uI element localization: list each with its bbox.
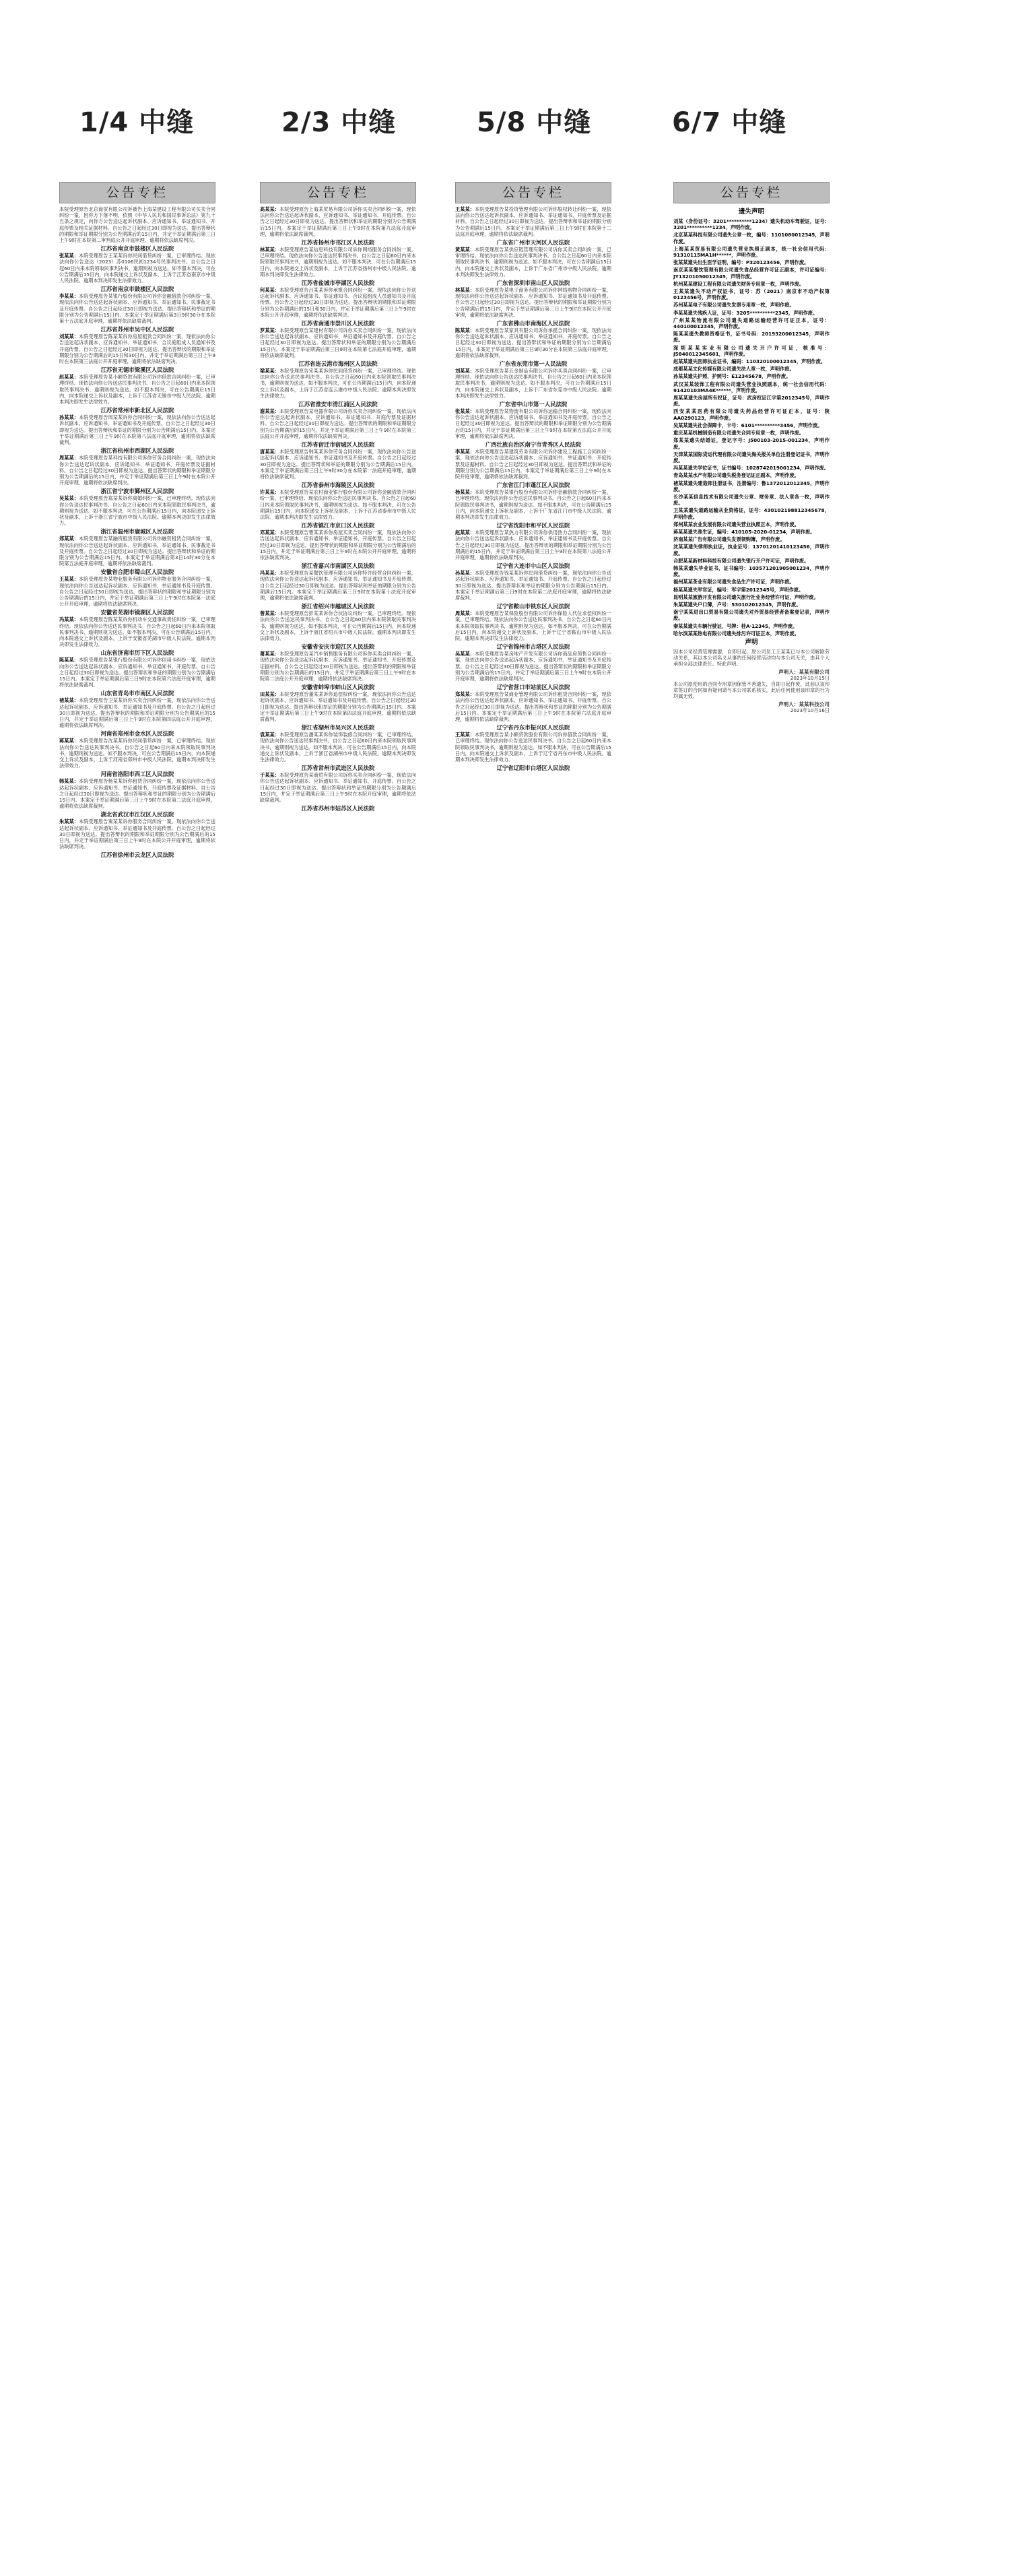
- lost-notice-item: 福州某某茶业有限公司遗失食品生产许可证，声明作废。: [673, 579, 795, 585]
- notice-text: 本院受理原告某家具有限公司诉你承揽合同纠纷一案，现依法向你公告送达起诉状副本、应诉通知书、举证通知书、开庭传票。自公告之日起经过30日即视为送达。提出答辩状和举证的期限分别为公告期满后15日内。本案定于举证期满后第三日9时30分在本院第三法庭开庭审理，逾期将依法缺席裁判。: [455, 327, 611, 358]
- court-notice: [455, 408, 611, 439]
- lost-notice-item: 蒋某某遗失准生证，编号：410105-2020-01234，声明作废。: [673, 528, 815, 535]
- lost-notice-item: 沈某某遗失律师执业证，执业证号：13701201410123456，声明作废。: [673, 544, 830, 556]
- court-notice: [455, 651, 611, 682]
- court-name: 江苏省连云港市海州区人民法院: [298, 360, 378, 368]
- lost-notice-item: 杨某某遗失军官证，编号：军字第2012345号，声明作废。: [673, 586, 804, 593]
- notice-party: 王某某：: [455, 732, 475, 738]
- column-body: [59, 203, 215, 2537]
- court-notice: [260, 408, 416, 439]
- court-name: 辽宁省丹东市振兴区人民法院: [496, 724, 570, 732]
- court-name: 江苏省南通市崇川区人民法院: [301, 320, 375, 327]
- court-name: 辽宁省沈阳市和平区人民法院: [496, 522, 570, 529]
- lost-notice-item: 北京某某科技有限公司遗失公章一枚，编号：1101080012345，声明作废。: [673, 232, 830, 245]
- court-name: 安徽省合肥市蜀山区人民法院: [100, 569, 174, 576]
- court-name: 湖北省武汉市江汉区人民法院: [100, 811, 174, 818]
- court-notice: [260, 570, 416, 601]
- column-body: [260, 203, 416, 2537]
- court-name: 广东省东莞市第一人民法院: [499, 360, 568, 368]
- court-name: 江苏省南京市鼓楼区人民法院: [100, 286, 174, 293]
- notice-text: 本院受理原告某小额贷款股份有限公司诉你借款合同纠纷一案，已审理终结。现依法向你公告送达民事判决书。自公告之日起60日内来本院领取民事判决书，逾期则视为送达。如不服本判决，可在公告期满后15日内，向本院递交上诉状及副本，上诉于辽宁省丹东市中级人民法院。逾期本判决即发生法律效力。: [455, 732, 611, 763]
- notice-party: 陈某某：: [455, 327, 475, 334]
- court-notice: [455, 449, 611, 480]
- lost-notice-item: 孙某某遗失护照，护照号：E12345678，声明作废。: [673, 373, 791, 380]
- column-header: 公告专栏: [59, 182, 215, 203]
- column-header: 公告专栏: [455, 182, 611, 203]
- notice-text: 本院受理原告某热力有限公司诉你供用热力合同纠纷一案，现依法向你公告送达起诉状副本、应诉通知书、举证通知书及开庭传票。自公告之日起经过30日即视为送达。提出答辩状的期限和举证期限分别为公告期满后的15日内，并定于举证期满后第三日上午9时在本院第八法庭公开开庭审理，逾期将依法缺席判决。: [455, 529, 611, 560]
- court-name: 江苏省苏州市吴中区人民法院: [100, 326, 174, 333]
- lost-notice-item: 苏州某某电子有限公司遗失发票专用章一枚，声明作废。: [673, 302, 795, 309]
- court-name: 广东省深圳市南山区人民法院: [496, 280, 570, 287]
- notice-party: 张某某：: [455, 408, 475, 415]
- notice-party: 李某某：: [455, 449, 475, 455]
- notice-party: 赵某某：: [59, 374, 79, 381]
- notice-text: 本院受理原告秦某某诉你服务合同纠纷一案，现依法向你公告送达起诉状副本、应诉通知书、举证通知书及开庭传票。自公告之日起经过30日即视为送达。提出答辩状的期限和举证期限分别为公告期满后的15日内，并定于举证期满后第三日上午9时在本院公开开庭审理，逾期将依法缺席判决。: [59, 818, 215, 850]
- notice-party: 韩某某：: [59, 778, 79, 785]
- court-notice: [59, 495, 215, 526]
- court-name: 安徽省蚌埠市蚌山区人民法院: [301, 684, 375, 691]
- court-notice: [59, 374, 215, 405]
- statement-signer: 声明人：某某科技公司: [778, 701, 830, 707]
- court-notice: [59, 536, 215, 567]
- lost-notice-item: 成都某某文化传媒有限公司遗失法人章一枚，声明作废。: [673, 366, 795, 373]
- notice-party: 梁某某：: [260, 368, 280, 375]
- notice-party: 杨某某：: [455, 489, 475, 496]
- court-name: 辽宁省鞍山市铁东区人民法院: [496, 603, 570, 610]
- notice-party: 谢某某：: [260, 408, 280, 415]
- notice-party: 罗某某：: [260, 327, 280, 334]
- lost-notice-item: 韩某某遗失毕业证书，证书编号：103571201905001234，声明作废。: [673, 565, 830, 578]
- court-notice: [59, 697, 215, 728]
- court-name: 浙江省杭州市西湖区人民法院: [100, 447, 174, 455]
- notice-text: 本院受理原告韩某某诉你劳务合同纠纷一案，现依法向你公告送达起诉状副本、应诉通知书、举证通知书及开庭传票。自公告之日起经过30日即视为送达。提出答辩状和举证的期限分别为公告期满后15日内。本案定于举证期满后第三日上午9时30分在本院第一法庭开庭审理，逾期将依法缺席裁判。: [260, 449, 416, 480]
- court-notice: [59, 818, 215, 849]
- lost-notice-item: 济南某某广告有限公司遗失发票领购簿，声明作废。: [673, 536, 785, 543]
- column-header: 公告专栏: [260, 182, 416, 203]
- court-notice: [260, 651, 416, 682]
- lost-notice-item: 赵某某遗失医师执业证书，编码：110320100012345，声明作废。: [673, 358, 826, 365]
- notice-text: 本院受理原告某房地产开发有限公司诉你商品房预售合同纠纷一案，现依法向你公告送达起诉状副本、应诉通知书、举证通知书及开庭传票。自公告之日起经过30日即视为送达。提出答辩状的期限和举证期限分别为公告期满后的15日内，并定于举证期满后第三日上午9时在本院公开开庭审理，逾期将依法缺席判决。: [455, 651, 611, 682]
- notice-text: 本院受理原告王某某诉你民间借贷纠纷一案，已审理终结。现依法向你公告送达（2023）苏0106民初1234号民事判决书。自公告之日起60日内来本院领取民事判决书，逾期则视为送达。如不服本判决，可在公告期满后15日内，向本院递交上诉状及副本，上诉于江苏省南京市中级人民法院。逾期本判决即发生法律效力。: [59, 253, 215, 284]
- notice-party: 王某某：: [455, 206, 475, 212]
- court-name: 辽宁省辽阳市白塔区人民法院: [496, 765, 570, 772]
- notice-text: 本院受理原告周某某诉你合同纠纷一案，现依法向你公告送达起诉状副本、应诉通知书、举证通知书及开庭传票。自公告之日起经过30日即视为送达。提出答辩状和举证的期限分别为公告期满后15日内。本案定于举证期满后第三日上午9时在本院第八法庭开庭审理，逾期将依法缺席裁判。: [59, 414, 215, 446]
- lost-notice-item: 合肥某某新材料科技有限公司遗失银行开户许可证，声明作废。: [673, 557, 809, 564]
- lost-notice-item: 青岛某某水产有限公司遗失税务登记证正副本，声明作废。: [673, 472, 799, 479]
- notice-text: 本院受理原告上海某贸易有限公司诉你买卖合同纠纷一案，现依法向你公告送达起诉状副本、应诉通知书、举证通知书、开庭传票。自公告之日起经过30日即视为送达。提出答辩状和举证的期限分别为公告期满后15日内。本案定于举证期满后第三日上午9时在本院第九法庭开庭审理，逾期将依法缺席裁判。: [260, 206, 416, 237]
- court-notice: [260, 247, 416, 278]
- court-notice: [59, 293, 215, 324]
- statement-date: 2023年10月16日: [790, 707, 830, 713]
- court-notice: [260, 489, 416, 520]
- notice-text: 本院受理原告宋某某诉你民间借贷纠纷一案，已审理终结。现依法向你公告送达民事判决书。自公告之日起60日内来本院领取民事判决书，逾期则视为送达。如不服本判决，可在公告期满后15日内，向本院递交上诉状及副本，上诉于江苏省连云港市中级人民法院。逾期本判决即发生法律效力。: [260, 368, 416, 399]
- lost-notice-item: 褚某某遗失建造师注册证书，注册编号：鲁1372012012345，声明作废。: [673, 480, 830, 492]
- lost-notice-list: [673, 218, 830, 637]
- court-name: 浙江省宁波市鄞州区人民法院: [100, 488, 174, 495]
- court-notice: [59, 738, 215, 769]
- notice-party: 郑某某：: [455, 691, 475, 698]
- notice-party: 张某某：: [59, 253, 79, 259]
- court-notice: [455, 529, 611, 560]
- court-name: 浙江省绍兴市越城区人民法院: [301, 603, 375, 610]
- court-name: 江苏省南京市鼓楼区人民法院: [100, 245, 174, 253]
- notice-text: 本院受理原告沈某某诉你民间借贷纠纷一案，已审理终结。现依法向你公告送达民事判决书。自公告之日起60日内来本院领取民事判决书，逾期则视为送达。如不服本判决，可在公告期满后15日内，向本院递交上诉状及副本，上诉于河南省郑州市中级人民法院。逾期本判决即发生法律效力。: [59, 738, 215, 769]
- court-notice: [260, 368, 416, 399]
- lost-notice-item: 刘某（身份证号：3201**********1234）遗失机动车驾驶证，证号：3201**********1234，声明作废。: [673, 218, 830, 231]
- notice-party: 孙某某：: [59, 414, 79, 421]
- notice-text: 本院受理原告彭某某诉你合伙协议纠纷一案，已审理终结。现依法向你公告送达民事判决书。自公告之日起60日内来本院领取民事判决书，逾期则视为送达。如不服本判决，可在公告期满后15日内，向本院递交上诉状及副本，上诉于浙江省绍兴市中级人民法院。逾期本判决即发生法律效力。: [260, 610, 416, 641]
- notice-text: 本院受理原告潘某某诉你装饰装修合同纠纷一案，已审理终结。现依法向你公告送达民事判决书。自公告之日起60日内来本院领取民事判决书，逾期则视为送达。如不服本判决，可在公告期满后15日内，向本院递交上诉状及副本，上诉于浙江省湖州市中级人民法院。逾期本判决即发生法律效力。: [260, 732, 416, 763]
- court-name: 辽宁省营口市站前区人民法院: [496, 684, 570, 691]
- court-name: 安徽省芜湖市镜湖区人民法院: [100, 609, 174, 616]
- court-notice: [455, 206, 611, 237]
- notice-party: 唐某某：: [260, 449, 280, 455]
- lost-notice-item: 王某某遗失不动产权证书，证号：苏（2021）南京市不动产权第0123456号，声明作废。: [673, 288, 830, 301]
- court-notice: [260, 610, 416, 641]
- court-notice: [260, 529, 416, 560]
- notice-party: 刘某某：: [455, 368, 475, 375]
- lost-notice-item: 张某某遗失出生医学证明，编号：P320123456，声明作废。: [673, 259, 809, 266]
- notice-party: 许某某：: [260, 489, 280, 496]
- notice-text: 本院受理原告某电器有限公司诉你买卖合同纠纷一案，现依法向你公告送达起诉状副本、应诉通知书、举证通知书、开庭传票及证据材料。自公告之日起经过30日即视为送达。提出答辩状的期限和举证期限分别为公告期满后的15日内，并定于举证期满后第三日上午9时在本院第三法庭公开开庭审理，逾期将依法缺席判决。: [260, 408, 416, 439]
- court-notice: [455, 327, 611, 358]
- court-notice: [59, 778, 215, 809]
- notice-text: 本院受理原告某科技有限公司诉你劳务合同纠纷一案，现依法向你公告送达起诉状副本、应诉通知书、举证通知书、开庭传票及证据材料。自公告之日起经过30日即视为送达。提出答辩状的期限和举证期限分别为公告期满后的15日内，并定于举证期满后第三日上午9时在本院公开开庭审理，逾期将依法缺席判决。: [59, 455, 215, 486]
- lost-notice-item: 南京某某餐饮管理有限公司遗失食品经营许可证正副本，许可证编号：JY13201050012345，声明作废。: [673, 267, 830, 280]
- notice-party: 冯某某：: [260, 570, 280, 577]
- notice-text: 本院受理原告曹某某诉你房屋买卖合同纠纷一案，现依法向你公告送达起诉状副本、应诉通知书、举证通知书、开庭传票。自公告之日起经过30日即视为送达。提出答辩状的期限和举证期限分别为公告期满后的15日内，并定于举证期满后第三日上午9时在本院公开开庭审理，逾期将依法缺席判决。: [260, 529, 416, 560]
- notice-party: 林某某：: [455, 287, 475, 294]
- notice-text: 本院受理原告郑某某诉你离婚纠纷一案，已审理终结。现依法向你公告送达民事判决书。自公告之日起60日内来本院领取民事判决书，逾期则视为送达。如不服本判决，可在公告期满后15日内，向本院递交上诉状及副本，上诉于浙江省宁波市中级人民法院。逾期本判决即发生法律效力。: [59, 495, 215, 527]
- column-label-3: 5/8 中缝: [477, 107, 592, 138]
- notice-party: 周某某：: [455, 610, 475, 617]
- court-notice: [59, 206, 215, 243]
- court-name: 江苏省苏州市姑苏区人民法院: [301, 805, 375, 812]
- notice-text: 本院受理原告北京商贸有限公司诉被告上海某建设工程有限公司买卖合同纠纷一案，因你方下落不明，依照《中华人民共和国民事诉讼法》第九十五条之规定，向你方公告送达起诉状副本、应诉通知书、举证通知书、开庭传票及相关证据材料。自公告之日起经过30日即视为送达。提出答辩状的期限和举证期限分别为公告期满后的15日内，并定于举证期满后第三日上午9时在本院第二审判庭公开开庭审理，逾期将依法缺席判决。: [59, 206, 215, 244]
- lost-notice-item: 上海某某贸易有限公司遗失营业执照正副本，统一社会信用代码：91310115MA1H******，声明作废。: [673, 245, 830, 259]
- notice-party: 王某某：: [59, 576, 79, 583]
- lost-notice-item: 周某某遗失房屋所有权证，证号：武房权证江字第2012345号，声明作废。: [673, 395, 830, 408]
- lost-notice-item: 卫某某遗失道路运输从业资格证，证号：430102198812345678，声明作废。: [673, 507, 830, 520]
- court-name: 江苏省盐城市亭湖区人民法院: [301, 280, 375, 287]
- court-notice: [260, 206, 416, 237]
- lost-notice-item: 西安某某医药有限公司遗失药品经营许可证正本，证号：陕AA0290123，声明作废。: [673, 408, 830, 421]
- notice-text: 本院受理原告某物流有限公司诉你运输合同纠纷一案，现依法向你公告送达起诉状副本、应诉通知书、举证通知书及开庭传票。自公告之日起经过30日即视为送达。提出答辩状的期限和举证期限分别为公告期满后的15日内，并定于举证期满后第三日上午9时在本院第五法庭公开开庭审理，逾期将依法缺席判决。: [455, 408, 611, 439]
- column-label-4: 6/7 中缝: [672, 107, 787, 138]
- court-name: 江苏省泰州市海陵区人民法院: [301, 482, 375, 489]
- notice-party: 高某某：: [260, 206, 280, 212]
- notice-party: 蒋某某：: [59, 738, 79, 744]
- notice-party: 黄某某：: [455, 247, 475, 253]
- lost-notice-item: 冯某某遗失学位证书，证书编号：1028742019001234，声明作废。: [673, 465, 829, 472]
- statement-text: 本公司原使用的合同专用章因保管不善遗失，自即日起作废，此前以该印章签订的合同如有疑问请与本公司联系核实，此后任何使用该印章的行为均属无效。: [673, 681, 830, 700]
- notice-text: 本院受理原告吕某某诉你承揽合同纠纷一案，现依法向你公告送达起诉状副本、应诉通知书、举证通知书、合议庭组成人员通知书及开庭传票。自公告之日起经过30日即视为送达。提出答辩状的期限和举证期限分别为公告期满后的15日和30日内，并定于举证期满后第三日上午9时在本院公开开庭审理，逾期将依法缺席判决。: [260, 287, 416, 318]
- court-notice: [455, 247, 611, 278]
- court-name: 辽宁省锦州市古塔区人民法院: [496, 643, 570, 651]
- lost-notice-item: 深圳某某实业有限公司遗失开户许可证，核准号：J5840012345601，声明作废。: [673, 344, 830, 357]
- notice-text: 本院受理原告某银行股份有限公司诉你金融借款合同纠纷一案，已审理终结。现依法向你公告送达民事判决书。自公告之日起60日内来本院领取民事判决书，逾期则视为送达。如不服本判决，可在公告期满后15日内，向本院递交上诉状及副本，上诉于广东省江门市中级人民法院。逾期本判决即发生法律效力。: [455, 489, 611, 520]
- notice-party: 冯某某：: [59, 616, 79, 623]
- lost-notice-item: 重庆某某机械制造有限公司遗失合同专用章一枚，声明作废。: [673, 430, 805, 437]
- notice-text: 本院受理原告某物业服务有限公司诉你物业服务合同纠纷一案，现依法向你公告送达起诉状副本、应诉通知书、举证通知书及开庭传票。自公告之日起经过30日即视为送达。提出答辩状的期限和举证期限分别为公告期满后的15日内，并定于举证期满后第三日上午9时在本院第一法庭公开开庭审理，逾期将依法缺席判决。: [59, 576, 215, 608]
- notice-party: 袁某某：: [260, 732, 280, 738]
- lost-notice-item: 昆明某某旅游开发有限公司遗失旅行社业务经营许可证，声明作废。: [673, 593, 819, 600]
- notice-party: 曾某某：: [260, 610, 280, 617]
- court-notice: [260, 327, 416, 358]
- lost-notice-item: 杭州某某建设工程有限公司遗失财务专用章一枚，声明作废。: [673, 280, 805, 287]
- notice-party: 郑某某：: [59, 536, 79, 542]
- court-notice: [59, 455, 215, 486]
- court-name: 河南省洛阳市西工区人民法院: [100, 771, 174, 778]
- court-notice: [455, 287, 611, 318]
- notice-text: 本院受理原告陈某某诉你机动车交通事故责任纠纷一案，已审理终结。现依法向你公告送达民事判决书。自公告之日起60日内来本院领取民事判决书，逾期则视为送达。如不服本判决，可在公告期满后15日内，向本院递交上诉状及副本，上诉于安徽省芜湖市中级人民法院。逾期本判决即发生法律效力。: [59, 616, 215, 648]
- notice-party: 林某某：: [260, 247, 280, 253]
- notice-party: 孙某某：: [455, 570, 475, 577]
- notice-text: 本院受理原告董某某诉你追偿权纠纷一案，现依法向你公告送达起诉状副本、应诉通知书、举证通知书及开庭传票。自公告之日起经过30日即视为送达。提出答辩状和举证的期限分别为公告期满后15日内。本案定于举证期满后第三日上午9时在本院第四法庭开庭审理，逾期将依法缺席裁判。: [260, 691, 416, 722]
- court-name: 江苏省宿迁市宿城区人民法院: [301, 441, 375, 449]
- court-notice: [455, 368, 611, 399]
- notice-column-1: [59, 182, 215, 2537]
- lost-notice-item: 武汉某某装饰工程有限公司遗失营业执照副本，统一社会信用代码：91420103MA4K******，声明作废。: [673, 381, 830, 393]
- notice-party: 刘某某：: [59, 333, 79, 340]
- lost-notice-item: 秦某某遗失车辆行驶证，号牌：桂A·12345，声明作废。: [673, 622, 798, 629]
- lost-notice-item: 郑州某某农业发展有限公司遗失营业执照正本，声明作废。: [673, 521, 799, 527]
- court-notice: [59, 253, 215, 284]
- court-notice: [455, 610, 611, 641]
- notice-column-3: [455, 182, 611, 2537]
- court-notice: [59, 333, 215, 364]
- notice-text: 本院受理原告某银行股份有限公司诉你信用卡纠纷一案，现依法向你公告送达起诉状副本、应诉通知书、举证通知书、开庭传票。自公告之日起经过30日即视为送达。提出答辩状和举证的期限分别为公告期满后15日内。本案定于举证期满后第三日9时在本院第六法庭开庭审理，逾期将依法缺席裁判。: [59, 657, 215, 688]
- column-label-2: 2/3 中缝: [281, 107, 397, 138]
- court-name: 江苏省镇江市京口区人民法院: [301, 522, 375, 529]
- court-name: 广东省佛山市南海区人民法院: [496, 320, 570, 327]
- notice-text: 本院受理原告某投资管理有限公司诉你股权转让纠纷一案，现依法向你公告送达起诉状副本、应诉通知书、举证通知书、开庭传票及证据材料。自公告之日起经过30日即视为送达。提出答辩状和举证的期限分别为公告期满后15日内。本案定于举证期满后第三日上午9时在本院第十二法庭开庭审理，逾期将依法缺席裁判。: [455, 206, 611, 237]
- notice-text: 本院受理原告某餐饮管理有限公司诉你特许经营合同纠纷一案，现依法向你公告送达起诉状副本、应诉通知书、举证通知书及开庭传票。自公告之日起经过30日即视为送达。提出答辩状和举证的期限分别为公告期满后15日内。本案定于举证期满后第三日9时在本院第十法庭开庭审理，逾期将依法缺席裁判。: [260, 570, 416, 601]
- court-name: 山东省济南市历下区人民法院: [100, 649, 174, 657]
- lost-notice-item: 哈尔滨某某热电有限公司遗失排污许可证正本，声明作废。: [673, 630, 799, 637]
- notice-text: 本院受理原告某供应链管理有限公司诉你买卖合同纠纷一案，已审理终结。现依法向你公告送达民事判决书。自公告之日起60日内来本院领取民事判决书，逾期则视为送达。如不服本判决，可在公告期满后15日内，向本院递交上诉状及副本，上诉于广东省广州市中级人民法院。逾期本判决即发生法律效力。: [455, 247, 611, 278]
- lost-notice-item: 天津某某国际货运代理有限公司遗失海关报关单位注册登记证书，声明作废。: [673, 451, 830, 463]
- court-notice: [455, 489, 611, 520]
- notice-text: 本院受理原告钱某某诉你民间借贷纠纷一案，现依法向你公告送达起诉状副本、应诉通知书、举证通知书、开庭传票。自公告之日起经过30日即视为送达。提出答辩状和举证的期限分别为公告期满后15日内。本案定于举证期满后第三日9时在本院第二法庭开庭审理，逾期将依法缺席裁判。: [455, 570, 611, 601]
- lost-notice-item: 南宁某某进出口贸易有限公司遗失对外贸易经营者备案登记表，声明作废。: [673, 609, 830, 622]
- lost-notice-item: 长沙某某信息技术有限公司遗失公章、财务章、法人章各一枚，声明作废。: [673, 493, 830, 507]
- court-name: 江苏省常州市武进区人民法院: [301, 765, 375, 772]
- lost-notice-item: 广州某某物流有限公司遗失道路运输经营许可证正本，证号：440100012345，声明作废。: [673, 317, 830, 330]
- court-notice: [59, 616, 215, 647]
- notice-text: 本院受理原告卫某某诉你买卖合同纠纷一案，现依法向你公告送达起诉状副本、应诉通知书、举证通知书及开庭传票。自公告之日起经过30日即视为送达。提出答辩状的期限和举证期限分别为公告期满后的15日内，并定于举证期满后第三日上午9时在本院第四法庭公开开庭审理，逾期将依法缺席判决。: [59, 697, 215, 729]
- notice-party: 朱某某：: [59, 818, 79, 825]
- court-name: 江苏省无锡市梁溪区人民法院: [100, 366, 174, 374]
- court-name: 广西壮族自治区南宁市青秀区人民法院: [485, 441, 582, 449]
- column-body: [455, 203, 611, 2537]
- notice-party: 褚某某：: [59, 697, 79, 704]
- notice-text: 本院受理原告某信息科技有限公司诉你网络服务合同纠纷一案，已审理终结。现依法向你公告送达民事判决书。自公告之日起60日内来本院领取民事判决书，逾期则视为送达。如不服本判决，可在公告期满后15日内，向本院递交上诉状及副本，上诉于江苏省扬州市中级人民法院。逾期本判决即发生法律效力。: [260, 247, 416, 278]
- court-name: 辽宁省大连市中山区人民法院: [496, 562, 570, 570]
- court-notice: [260, 691, 416, 722]
- court-name: 浙江省温州市鹿城区人民法院: [100, 528, 174, 536]
- notice-text: 本院受理原告某商贸有限公司诉你买卖合同纠纷一案，现依法向你公告送达起诉状副本、应诉通知书、举证通知书、开庭传票。自公告之日起经过30日即视为送达。提出答辩状和举证的期限分别为公告期满后15日内，并定于举证期满后第三日上午9时在本院开庭审理，逾期将依法缺席裁判。: [260, 772, 416, 804]
- court-notice: [260, 732, 416, 763]
- notice-text: 本院受理原告某汽车销售服务有限公司诉你买卖合同纠纷一案，现依法向你公告送达起诉状副本、应诉通知书、举证通知书、开庭传票及证据材料。自公告之日起经过30日即视为送达。提出答辩状的期限和举证期限分别为公告期满后的15日内，并定于举证期满后第三日上午9时在本院第二法庭公开开庭审理，逾期将依法缺席判决。: [260, 651, 416, 682]
- notice-party: 于某某：: [260, 772, 280, 779]
- court-notice: [260, 287, 416, 318]
- court-name: 广东省中山市第一人民法院: [499, 401, 568, 408]
- court-name: 江苏省常州市新北区人民法院: [100, 407, 174, 414]
- lost-notice-item: 陈某某遗失教师资格证书，证书号码：20193200012345，声明作废。: [673, 331, 830, 344]
- notice-party: 吴某某：: [59, 495, 79, 502]
- notice-column-2: [260, 182, 416, 2537]
- statement-signer: 声明人：某某有限公司: [778, 668, 830, 675]
- lost-notice-item: 郑某某遗失结婚证，登记字号：J500103-2015-001234，声明作废。: [673, 437, 830, 450]
- notice-text: 本院受理原告某建筑劳务有限公司诉你建设工程施工合同纠纷一案，现依法向你公告送达起诉状副本、应诉通知书、举证通知书、开庭传票及证据材料。自公告之日起经过30日即视为送达。提出答辩状和举证的期限分别为公告期满后15日内。本案定于举证期满后第三日上午9时在本院开庭审理，逾期将依法缺席裁判。: [455, 449, 611, 480]
- court-name: 浙江省嘉兴市南湖区人民法院: [301, 562, 375, 570]
- lost-notice-item: 李某某遗失残疾人证，证号：3205**********2345，声明作废。: [673, 309, 818, 316]
- notice-party: 陈某某：: [59, 657, 79, 664]
- court-name: 安徽省安庆市迎江区人民法院: [301, 643, 375, 651]
- notice-column-4: [673, 182, 830, 2537]
- notice-party: 萧某某：: [260, 651, 280, 657]
- notice-text: 本院受理原告某小额贷款有限公司诉你借款合同纠纷一案，已审理终结。现依法向你公告送达民事判决书。自公告之日起60日内来本院领取民事判决书，逾期则视为送达。如不服本判决，可在公告期满后15日内，向本院递交上诉状及副本，上诉于江苏省无锡市中级人民法院。逾期本判决即发生法律效力。: [59, 374, 215, 406]
- notice-text: 本院受理原告某融资租赁有限公司诉你融资租赁合同纠纷一案，现依法向你公告送达起诉状副本、应诉通知书、举证通知书、民事裁定书及开庭传票。自公告之日起经过30日即视为送达。提出答辩状和举证的期限分别为公告期满后15日内。本案定于举证期满后第3日14时30分在本院第五法庭开庭审理，逾期将依法缺席裁判。: [59, 536, 215, 567]
- court-notice: [59, 657, 215, 688]
- court-name: 山东省青岛市市南区人民法院: [100, 690, 174, 697]
- lost-notice-item: 朱某某遗失户口簿，户号：530102012345，声明作废。: [673, 601, 801, 608]
- column-header: 公告专栏: [673, 182, 830, 203]
- statement-title: 声明: [745, 638, 758, 646]
- notice-party: 何某某：: [260, 287, 280, 294]
- notice-party: 田某某：: [260, 691, 280, 698]
- notice-text: 本院受理原告某建材有限公司诉你买卖合同纠纷一案，现依法向你公告送达起诉状副本、应诉通知书、举证通知书及开庭传票。自公告之日起经过30日即视为送达。提出答辩状和举证的期限分别为公告期满后15日内。本案定于举证期满后第三日9时在本院第七法庭开庭审理，逾期将依法缺席裁判。: [260, 327, 416, 358]
- court-name: 广东省广州市天河区人民法院: [496, 239, 570, 247]
- court-name: 江苏省徐州市云龙区人民法院: [100, 851, 174, 859]
- column-label-1: 1/4 中缝: [79, 107, 195, 138]
- court-notice: [455, 732, 611, 763]
- statement-date: 2023年10月15日: [790, 674, 830, 681]
- notice-text: 本院受理原告某银行股份有限公司诉你金融借款合同纠纷一案，现依法向你公告送达起诉状副本、应诉通知书、举证通知书、民事裁定书及开庭传票。自公告之日起经过30日即视为送达。提出答辩状和举证的期限分别为公告期满后15日内。本案定于举证期满后第3日9时30分在本院第十五法庭开庭审理，逾期将依法缺席裁判。: [59, 293, 215, 325]
- notice-text: 本院受理原告杨某某诉你租赁合同纠纷一案，现依法向你公告送达起诉状副本、应诉通知书、举证通知书、开庭传票及证据材料。自公告之日起经过30日即视为送达。提出答辩状和举证的期限分别为公告期满后15日内。本案定于举证期满后第三日上午9时在本院第二法庭开庭审理，逾期将依法缺席裁判。: [59, 778, 215, 810]
- court-notice: [59, 576, 215, 607]
- notice-text: 本院受理原告某农村商业银行股份有限公司诉你金融借款合同纠纷一案，已审理终结。现依法向你公告送达民事判决书。自公告之日起60日内来本院领取民事判决书，逾期则视为送达。如不服本判决，可在公告期满后15日内，向本院递交上诉状及副本，上诉于江苏省泰州市中级人民法院。逾期本判决即发生法律效力。: [260, 489, 416, 520]
- notice-party: 邓某某：: [260, 529, 280, 536]
- court-name: 河南省郑州市金水区人民法院: [100, 730, 174, 738]
- notice-party: 赵某某：: [455, 529, 475, 536]
- court-notice: [260, 449, 416, 480]
- notice-text: 本院受理原告某电子商务有限公司诉你网络购物合同纠纷一案，现依法向你公告送达起诉状副本、应诉通知书、举证通知书及开庭传票。自公告之日起经过30日即视为送达。提出答辩状的期限和举证期限分别为公告期满后的15日内，并定于举证期满后第三日上午9时在本院公开开庭审理，逾期将依法缺席判决。: [455, 287, 611, 318]
- notice-text: 本院受理原告陈某某诉你房屋租赁合同纠纷一案，现依法向你公告送达起诉状副本、应诉通知书、举证通知书、合议庭组成人员通知书及开庭传票。自公告之日起经过30日即视为送达。提出答辩状的期限和举证期限分别为公告期满后的15日和30日内，并定于举证期满后第三日上午9时在本院第三法庭公开开庭审理，逾期将依法缺席判决。: [59, 333, 215, 365]
- notice-text: 本院受理原告某五金制品有限公司诉你买卖合同纠纷一案，已审理终结。现依法向你公告送达民事判决书。自公告之日起60日内来本院领取民事判决书，逾期则视为送达。如不服本判决，可在公告期满后15日内，向本院递交上诉状及副本，上诉于广东省东莞市中级人民法院。逾期本判决即发生法律效力。: [455, 368, 611, 399]
- notice-text: 本院受理原告某保险股份有限公司诉你保险人代位求偿权纠纷一案，已审理终结。现依法向你公告送达民事判决书。自公告之日起60日内来本院领取民事判决书，逾期则视为送达。如不服本判决，可在公告期满后15日内，向本院递交上诉状及副本，上诉于辽宁省鞍山市中级人民法院。逾期本判决即发生法律效力。: [455, 610, 611, 641]
- statement-text: 因本公司经营管理需要，自即日起，原公司员工王某某已与本公司解除劳动关系，其以本公司名义从事的任何经营活动均与本公司无关，由其个人承担全部法律责任。特此声明。: [673, 648, 830, 668]
- statement-list: [673, 649, 830, 713]
- court-notice: [59, 414, 215, 445]
- notice-party: 吴某某：: [455, 651, 475, 657]
- court-name: 广东省江门市蓬江区人民法院: [496, 482, 570, 489]
- court-notice: [455, 570, 611, 601]
- court-name: 江苏省扬州市邗江区人民法院: [301, 239, 375, 247]
- court-notice: [455, 691, 611, 722]
- notice-party: 李某某：: [59, 293, 79, 300]
- notice-text: 本院受理原告某商业管理有限公司诉你租赁合同纠纷一案，现依法向你公告送达起诉状副本、应诉通知书、举证通知书、开庭传票。自公告之日起经过30日即视为送达。提出答辩状和举证的期限分别为公告期满后15日内。本案定于举证期满后第三日上午9时在本院第六法庭开庭审理，逾期将依法缺席裁判。: [455, 691, 611, 722]
- lost-notice-item: 吴某某遗失社会保障卡，卡号：6101**********3456，声明作废。: [673, 422, 823, 428]
- lost-notice-title: 遗失声明: [738, 208, 765, 216]
- notice-party: 周某某：: [59, 455, 79, 461]
- court-notice: [260, 772, 416, 803]
- column-body: [673, 203, 830, 2537]
- court-name: 江苏省淮安市清江浦区人民法院: [298, 401, 378, 408]
- court-name: 浙江省湖州市吴兴区人民法院: [301, 724, 375, 732]
